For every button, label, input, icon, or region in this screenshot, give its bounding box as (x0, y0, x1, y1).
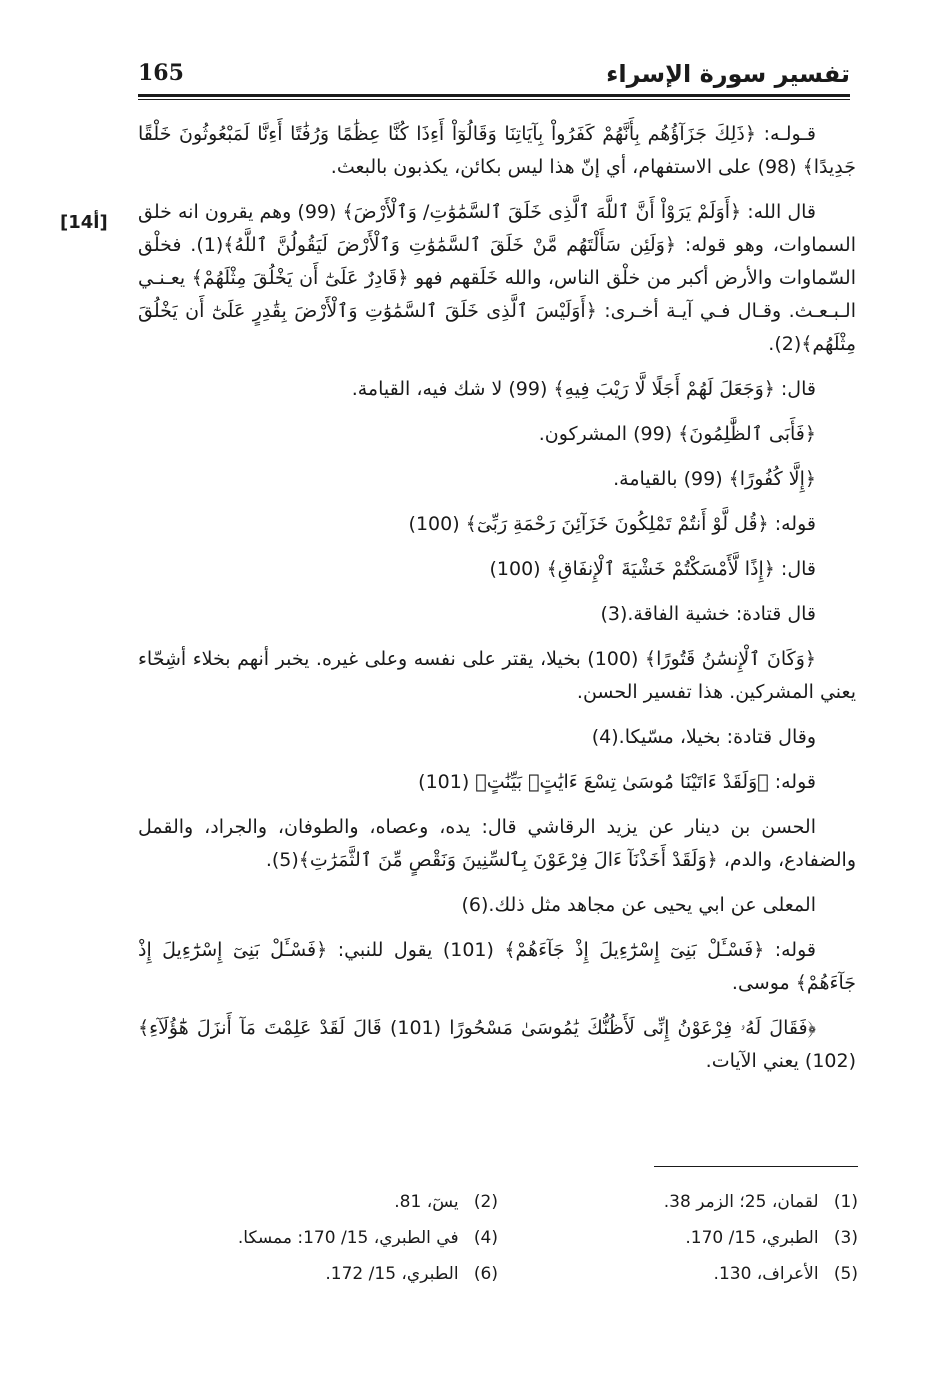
paragraph: قوله: ﴿فَسْـَٔلْ بَنِىٓ إِسْرَٰٓءِيلَ إِذْ جَآءَهُمْ﴾ (101) يقول للنبي: ﴿فَسْـَٔلْ بَنِىٓ إِسْرَٰٓءِيلَ إِذْ جَآءَهُمْ﴾ موسى. (138, 939, 856, 994)
paragraph: قـولـه: ﴿ذَلِكَ جَزَآؤُهُم بِأَنَّهُمْ كَفَرُواْ بِآيَاتِنَا وَقَالُوٓاْ أَءِذَا كُنَّا عِظَٰمًا وَرُفَٰتًا أَءِنَّا لَمَبْعُوثُونَ خَلْقًا جَدِيدًا﴾ (98) على الاستفهام، أي إنّ هذا ليس بكائن، يكذبون بالبعث. (138, 123, 856, 178)
paragraph: الحسن بن دينار عن يزيد الرقاشي قال: يده، وعصاه، والطوفان، والجراد، والقمل والضفادع، والدم، ﴿وَلَقَدْ أَخَذْنَآ ءَالَ فِرْعَوْنَ بِٱلسِّنِينَ وَنَقْصٍ مِّنَ ٱلثَّمَرَٰتِ﴾(5). (138, 816, 856, 871)
margin-folio-note: [14أ] (60, 212, 108, 233)
paragraph: وقال قتادة: بخيلا، مسّيكا.(4) (591, 726, 816, 748)
footnotes (138, 1184, 858, 1292)
footnote-text: في الطبري، 15/ 170: ممسكا. (237, 1228, 459, 1248)
paragraph: ﴿فَأَبَى ٱلظَّٰلِمُونَ﴾ (99) المشركون. (538, 423, 816, 445)
paragraph: ﴿وَكَانَ ٱلْإِنسَٰنُ قَتُورًا﴾ (100) بخيلا، يقتر على نفسه وعلى غيره. يخبر أنهم بخلاء أشِحّاء يعني المشركين. هذا تفسير الحسن. (138, 648, 856, 703)
paragraph: ﴿إِلَّا كُفُورًا﴾ (99) بالقيامة. (613, 468, 816, 490)
paragraph: قوله: ﴿وَلَقَدْ ءَاتَيْنَا مُوسَىٰ تِسْعَ ءَايَٰتٍۭ بَيِّنَٰتٍ﴾ (101) (418, 771, 816, 793)
page-number: 165 (138, 60, 184, 86)
paragraph: قال الله: ﴿أَوَلَمْ يَرَوْاْ أَنَّ ٱللَّهَ ٱلَّذِى خَلَقَ ٱلسَّمَٰوَٰتِ/ وَٱلْأَرْضَ﴾ (99) وهم يقرون انه خلق السماوات، وهو قوله: ﴿وَلَئِن سَأَلْتَهُم مَّنْ خَلَقَ ٱلسَّمَٰوَٰتِ وَٱلْأَرْضَ لَيَقُولُنَّ ٱللَّهُ﴾(1). فخلْق السّماوات والأرض أكبر من خلْق الناس، والله خَلَقهم فهو ﴿قَادِرٌ عَلَىٰٓ أَن يَخْلُقَ مِثْلَهُمْ﴾ يعـنـي الـبـعـث. وقـال فـي آيـة أخـرى: ﴿أَوَلَيْسَ ٱلَّذِى خَلَقَ ٱلسَّمَٰوَٰتِ وَٱلْأَرْضَ بِقَٰدِرٍ عَلَىٰٓ أَن يَخْلُقَ مِثْلَهُم﴾(2). (138, 201, 857, 355)
footnote-text: الطبري، 15/ 172. (325, 1264, 459, 1284)
footnote (498, 1228, 858, 1248)
paragraph: قال قتادة: خشية الفاقة.(3) (600, 603, 816, 625)
footnote-row (138, 1220, 858, 1256)
footnote-text: الطبري، 15/ 170. (685, 1228, 819, 1248)
footnote-row (138, 1256, 858, 1292)
page-header (138, 60, 850, 96)
footnote-number: (2) (473, 1192, 498, 1212)
running-title: تفسير سورة الإسراء (606, 60, 850, 88)
footnote-number: (1) (833, 1192, 858, 1212)
footnote (138, 1264, 498, 1284)
paragraph: ﴿فَقَالَ لَهُۥ فِرْعَوْنُ إِنِّى لَأَظُنُّكَ يَٰمُوسَىٰ مَسْحُورًا (101) قَالَ لَقَدْ عَلِمْتَ مَآ أَنزَلَ هَٰٓؤُلَآءِ﴾ (102) يعني الآيات. (138, 1017, 856, 1072)
header-rule-thin (138, 99, 850, 100)
footnote-row (138, 1184, 858, 1220)
footnote-number: (4) (473, 1228, 498, 1248)
paragraph: قوله: ﴿قُل لَّوْ أَنتُمْ تَمْلِكُونَ خَزَآئِنَ رَحْمَةِ رَبِّىٓ﴾ (100) (408, 513, 816, 535)
footnote-rule (654, 1166, 858, 1167)
footnote-text: الأعراف، 130. (713, 1264, 819, 1284)
footnote (498, 1264, 858, 1284)
footnote-number: (5) (833, 1264, 858, 1284)
footnote-text: يسٓ، 81. (394, 1192, 459, 1212)
footnote (498, 1192, 858, 1212)
paragraph: قال: ﴿إِذًا لَّأَمْسَكْتُمْ خَشْيَةَ ٱلْإِنفَاقِ﴾ (100) (489, 558, 816, 580)
paragraph: قال: ﴿وَجَعَلَ لَهُمْ أَجَلًا لَّا رَيْبَ فِيهِ﴾ (99) لا شك فيه، القيامة. (351, 378, 816, 400)
footnote (138, 1192, 498, 1212)
footnote-number: (6) (473, 1264, 498, 1284)
footnote (138, 1228, 498, 1248)
footnote-number: (3) (833, 1228, 858, 1248)
footnote-text: لقمان، 25؛ الزمر 38. (663, 1192, 819, 1212)
paragraph: المعلى عن ابي يحيى عن مجاهد مثل ذلك.(6) (461, 894, 816, 916)
main-text (138, 118, 856, 1090)
header-rule-thick (138, 94, 850, 97)
